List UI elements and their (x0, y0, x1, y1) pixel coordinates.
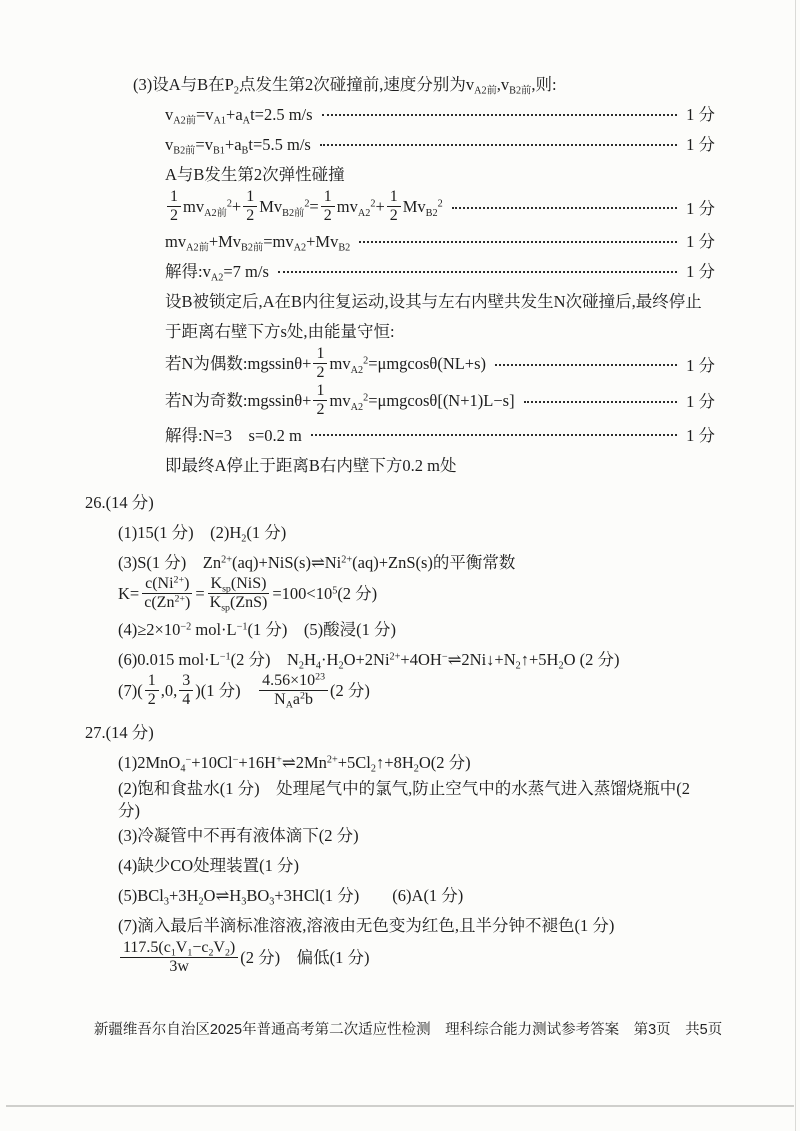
answer-line (118, 778, 715, 821)
line-text: $v_{A2前}=v_{A1}+a_At=2.5$ m/s (165, 105, 313, 127)
question-26-heading (85, 487, 715, 517)
fraction: $\frac{1}{2}$ (387, 188, 401, 225)
line-text: 即最终A停止于距离B右内壁下方0.2 m处 (165, 455, 457, 475)
line-text: 解得$:v_{A2}=7$ m/s (165, 262, 269, 284)
score-label: 1 分 (686, 262, 715, 282)
answer-line (165, 287, 715, 317)
dotted-leader (452, 207, 677, 209)
score-label: 1 分 (686, 105, 715, 125)
line-text: 解得:N=3 s=0.2 m (165, 425, 302, 445)
line-text: A与B发生第2次弹性碰撞 (165, 165, 345, 185)
answer-line (118, 644, 715, 674)
fraction: $\frac{3}{4}$ (179, 672, 193, 709)
fraction: $\frac{1}{2}$ (313, 345, 327, 382)
answer-line (118, 938, 715, 978)
answer-line (165, 381, 715, 421)
line-text: 于距离右壁下方s处,由能量守恒: (165, 322, 395, 342)
line-text: 若N为奇数:mgssinθ+ $\frac{1}{2}$ $mv_{A2}^2=\mu mgcos\theta[(N+1)L-s]$ (165, 381, 515, 418)
line-text: $(1)2MnO_4^-+10Cl^-+16H^+\rightleftharpoons 2Mn^{2+}+5Cl_2↑+8H_2O(2$ 分) (118, 753, 471, 775)
answer-line (165, 100, 715, 130)
answer-line (165, 257, 715, 287)
answer-line (118, 671, 715, 711)
line-text: $(5)BCl_3+3H_2O\rightleftharpoons H_3BO_3+3HCl(1$ 分) (6)A(1 分) (118, 886, 464, 908)
dotted-leader (359, 241, 677, 243)
answer-line (165, 317, 715, 347)
fraction: $\frac{117.5(c_1V_1-c_2V_2)}{3w}$ (120, 939, 238, 976)
score-label: 1 分 (686, 198, 715, 218)
answer-line (165, 190, 715, 227)
fraction: $\frac{1}{2}$ (243, 188, 257, 225)
line-text: $(4)\ge 2\times 10^{-2}$ $mol\cdot L^{-1}(1$ 分) (5)酸浸(1 分) (118, 619, 396, 639)
answer-line (118, 821, 715, 851)
line-text: (2)饱和食盐水(1 分) 处理尾气中的氯气,防止空气中的水蒸气进入蒸馏烧瓶中(2 分) (118, 779, 695, 820)
line-text: (3)S(1 分) $Zn^{2+}(aq)+NiS(s)\rightleftharpoons Ni^{2+}(aq)+ZnS(s)$的平衡常数 (118, 552, 516, 572)
dotted-leader (311, 434, 677, 436)
answer-line (165, 450, 715, 480)
line-text: $v_{B2前}=v_{B1}+a_Bt=5.5$ m/s (165, 135, 311, 157)
fraction: $\frac{4.56\times 10^{23}}{N_Aa^2b}$ (259, 672, 328, 709)
dotted-leader (495, 364, 677, 366)
line-text: (1)15(1 分) $(2)H_2(1$ 分) (118, 522, 287, 545)
answer-line (118, 911, 715, 941)
line-text: $mv_{A2前}+Mv_{B2前}=mv_{A2}+Mv_{B2}$ (165, 232, 351, 254)
fraction: $\frac{K_{sp}(NiS)}{K_{sp}(ZnS)}$ (207, 575, 271, 612)
line-text: 设B被锁定后,A在B内往复运动,设其与左右内壁共发生N次碰撞后,最终停止 (165, 292, 702, 312)
answer-line (165, 130, 715, 160)
line-text: (7)滴入最后半滴标准溶液,溶液由无色变为红色,且半分钟不褪色(1 分) (118, 916, 615, 936)
line-text: 26.(14 分) (85, 492, 154, 512)
line-text: (3)设A与B在$P_2$点发生第2次碰撞前,速度分别为$v_{A2前},v_{B2前}$,则: (133, 75, 557, 97)
answer-line (165, 160, 715, 190)
scan-edge-right (795, 0, 796, 1131)
line-text: (6)0.015 $mol\cdot L^{-1}(2$ 分) $N_2H_4\cdot H_2O+2Ni^{2+}+4OH^-\rightleftharpoons 2Ni↓+N_2↑+5H_2O$ (2 分) (118, 649, 620, 672)
score-label: 1 分 (686, 232, 715, 252)
line-text: 若N为偶数:mgssinθ+ $\frac{1}{2}$ $mv_{A2}^2=\mu mgcos\theta(NL+s)$ (165, 344, 487, 381)
answer-line (165, 227, 715, 257)
fraction: $\frac{1}{2}$ (145, 672, 159, 709)
dotted-leader (278, 271, 677, 273)
dotted-leader (322, 114, 678, 116)
question-27-heading (85, 718, 715, 748)
answer-line (118, 748, 715, 778)
fraction: $\frac{c(Ni^{2+})}{c(Zn^{2+})}$ (141, 575, 193, 612)
page-footer (0, 1002, 800, 1055)
line-text: (3)冷凝管中不再有液体滴下(2 分) (118, 826, 359, 846)
answer-line (118, 881, 715, 911)
scan-edge-bottom (6, 1105, 794, 1107)
dotted-leader (320, 144, 677, 146)
line-text: 27.(14 分) (85, 723, 154, 743)
answer-line (118, 547, 715, 577)
line-text: (7)( $\frac{1}{2}$ ,0, $\frac{3}{4}$ )(1 分) $\frac{4.56\times 10^{23}}{N_Aa^2b}$ (2 分) (118, 671, 370, 711)
score-label: 1 分 (686, 135, 715, 155)
answer-line (165, 420, 715, 450)
line-text: (4)缺少CO处理装置(1 分) (118, 856, 300, 876)
score-label: 1 分 (686, 392, 715, 412)
score-label: 1 分 (686, 355, 715, 375)
fraction: $\frac{1}{2}$ (313, 382, 327, 419)
answers-body (85, 70, 715, 978)
answer-line (118, 517, 715, 547)
answer-line (133, 70, 715, 100)
fraction: $\frac{1}{2}$ (167, 188, 181, 225)
line-text: $\frac{117.5(c_1V_1-c_2V_2)}{3w}$ (2 分) 偏低(1 分) (118, 941, 369, 978)
answer-line (118, 574, 715, 614)
answer-line (165, 344, 715, 384)
footer-text: 新疆维吾尔自治区2025年普通高考第二次适应性检测 理科综合能力测试参考答案 第3页 共5页 (93, 1022, 723, 1038)
dotted-leader (524, 401, 678, 403)
answer-line (118, 851, 715, 881)
line-text: $\frac{1}{2}$ $mv_{A2前}^2+$ $\frac{1}{2}$ $Mv_{B2前}^2=$ $\frac{1}{2}$ $mv_{A2}^2+$ $\frac{1}{2}$ $Mv_{B2}^2$ (165, 190, 443, 227)
line-text: K= $\frac{c(Ni^{2+})}{c(Zn^{2+})}$ = $\frac{K_{sp}(NiS)}{K_{sp}(ZnS)}$ $=100<10^5(2$ 分) (118, 574, 378, 614)
score-label: 1 分 (686, 425, 715, 445)
answer-line (118, 614, 715, 644)
fraction: $\frac{1}{2}$ (321, 188, 335, 225)
